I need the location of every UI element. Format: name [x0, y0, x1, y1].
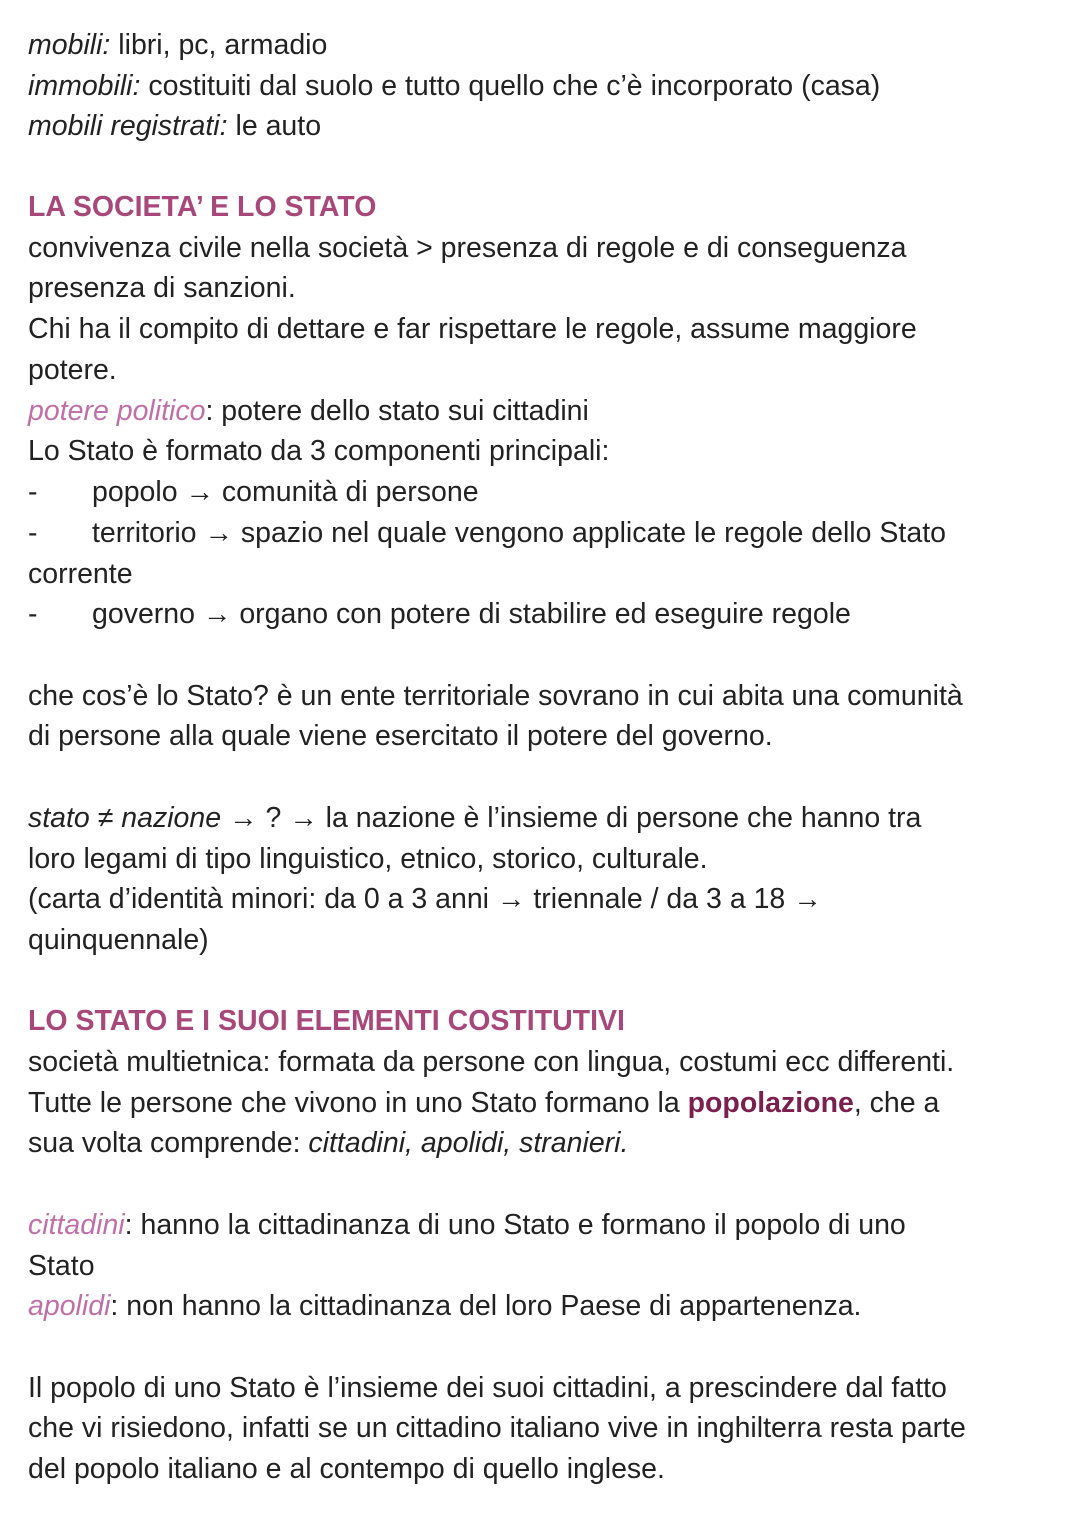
text-line: che cos’è lo Stato? è un ente territoriale sovrano in cui abita una comunità: [28, 680, 963, 712]
text-line-popolazione: Tutte le persone che vivono in uno Stato formano la popolazione, che a: [28, 1087, 940, 1119]
term-list: cittadini, apolidi, stranieri.: [308, 1127, 629, 1159]
text-line: di persone alla quale viene esercitato il potere del governo.: [28, 720, 773, 752]
section-heading-societa-stato: LA SOCIETA’ E LO STATO: [28, 191, 377, 223]
term-mobili: mobili:: [28, 29, 111, 61]
text-line: quinquennale): [28, 924, 209, 956]
text-line: presenza di sanzioni.: [28, 272, 296, 304]
term-mobili-registrati: mobili registrati:: [28, 110, 228, 142]
text-line-cittadini: cittadini: hanno la cittadinanza di uno Stato e formano il popolo di uno: [28, 1209, 906, 1241]
text-line: Il popolo di uno Stato è l’insieme dei suoi cittadini, a prescindere dal fatto: [28, 1372, 947, 1404]
term-potere-politico: potere politico: [28, 395, 206, 427]
term-apolidi: apolidi: [28, 1290, 111, 1322]
text-line: corrente: [28, 558, 133, 590]
bullet-dash: -: [28, 598, 38, 630]
document-page: mobili: libri, pc, armadio immobili: costituiti dal suolo e tutto quello che c’è incorporato (casa) mobili registrati: le auto LA SOCIETA’ E LO STATO convivenza civile nella società > presenza di regole e di conseguenza presenza di sanzioni. Chi ha il compito di dettare e far rispettare le regole, assume maggiore potere. potere politico: potere dello stato sui cittadini Lo Stato è formato da 3 componenti principali: - popolo → comunità di persone - territorio → spazio nel quale vengono applicate le regole dello Stato corrente - governo → organo con potere di stabilire ed eseguire regole che cos’è lo Stato? è un ente territoriale sovrano in cui abita una comunità di persone alla quale viene esercitato il potere del governo. stato ≠ nazione → ? → la nazione è l’insieme di persone che hanno tra loro legami di tipo linguistico, etnico, storico, culturale. (carta d’identità minori: da 0 a 3 anni → triennale / da 3 a 18 → quinquennale) LO STATO E I SUOI ELEMENTI COSTITUTIVI società multietnica: formata da persone con lingua, costumi ecc differenti. Tutte le persone che vivono in uno Stato formano la popolazione, che a sua volta comprende: cittadini, apolidi, stranieri. cittadini: hanno la cittadinanza di uno Stato e formano il popolo di uno Stato apolidi: non hanno la cittadinanza del loro Paese di appartenenza. Il popolo di uno Stato è l’insieme dei suoi cittadini, a prescindere dal fatto che vi risiedono, infatti se un cittadino italiano vive in inghilterra resta parte del popolo italiano e al contempo di quello inglese.: [0, 0, 1080, 1525]
term-immobili: immobili:: [28, 70, 141, 102]
bullet-dash: -: [28, 517, 38, 549]
text-line: (carta d’identità minori: da 0 a 3 anni → triennale / da 3 a 18 →: [28, 883, 822, 915]
bullet-dash: -: [28, 476, 38, 508]
term-popolazione: popolazione: [687, 1087, 854, 1119]
text-line-mobili-registrati: mobili registrati: le auto: [28, 110, 322, 142]
text-line-stato-nazione: stato ≠ nazione → ? → la nazione è l’insieme di persone che hanno tra: [28, 802, 922, 834]
section-heading-elementi-costitutivi: LO STATO E I SUOI ELEMENTI COSTITUTIVI: [28, 1005, 625, 1037]
term-cittadini: cittadini: [28, 1209, 125, 1241]
text-line: potere.: [28, 354, 117, 386]
text-line: Chi ha il compito di dettare e far rispettare le regole, assume maggiore: [28, 313, 917, 345]
text-line-potere-politico: potere politico: potere dello stato sui cittadini: [28, 395, 589, 427]
text-line: società multietnica: formata da persone con lingua, costumi ecc differenti.: [28, 1046, 955, 1078]
term-stato-nazione: stato ≠ nazione: [28, 802, 222, 834]
text-line: del popolo italiano e al contempo di quello inglese.: [28, 1453, 665, 1485]
text-line: Stato: [28, 1250, 95, 1282]
text-line-mobili: mobili: libri, pc, armadio: [28, 29, 328, 61]
text-line-apolidi: apolidi: non hanno la cittadinanza del loro Paese di appartenenza.: [28, 1290, 862, 1322]
text-line: convivenza civile nella società > presenza di regole e di conseguenza: [28, 232, 907, 264]
text-line: Lo Stato è formato da 3 componenti principali:: [28, 435, 610, 467]
text-line-immobili: immobili: costituiti dal suolo e tutto quello che c’è incorporato (casa): [28, 70, 881, 102]
text-line: sua volta comprende: cittadini, apolidi, stranieri.: [28, 1127, 629, 1159]
text-line: che vi risiedono, infatti se un cittadino italiano vive in inghilterra resta parte: [28, 1412, 966, 1444]
text-line: loro legami di tipo linguistico, etnico, storico, culturale.: [28, 843, 708, 875]
